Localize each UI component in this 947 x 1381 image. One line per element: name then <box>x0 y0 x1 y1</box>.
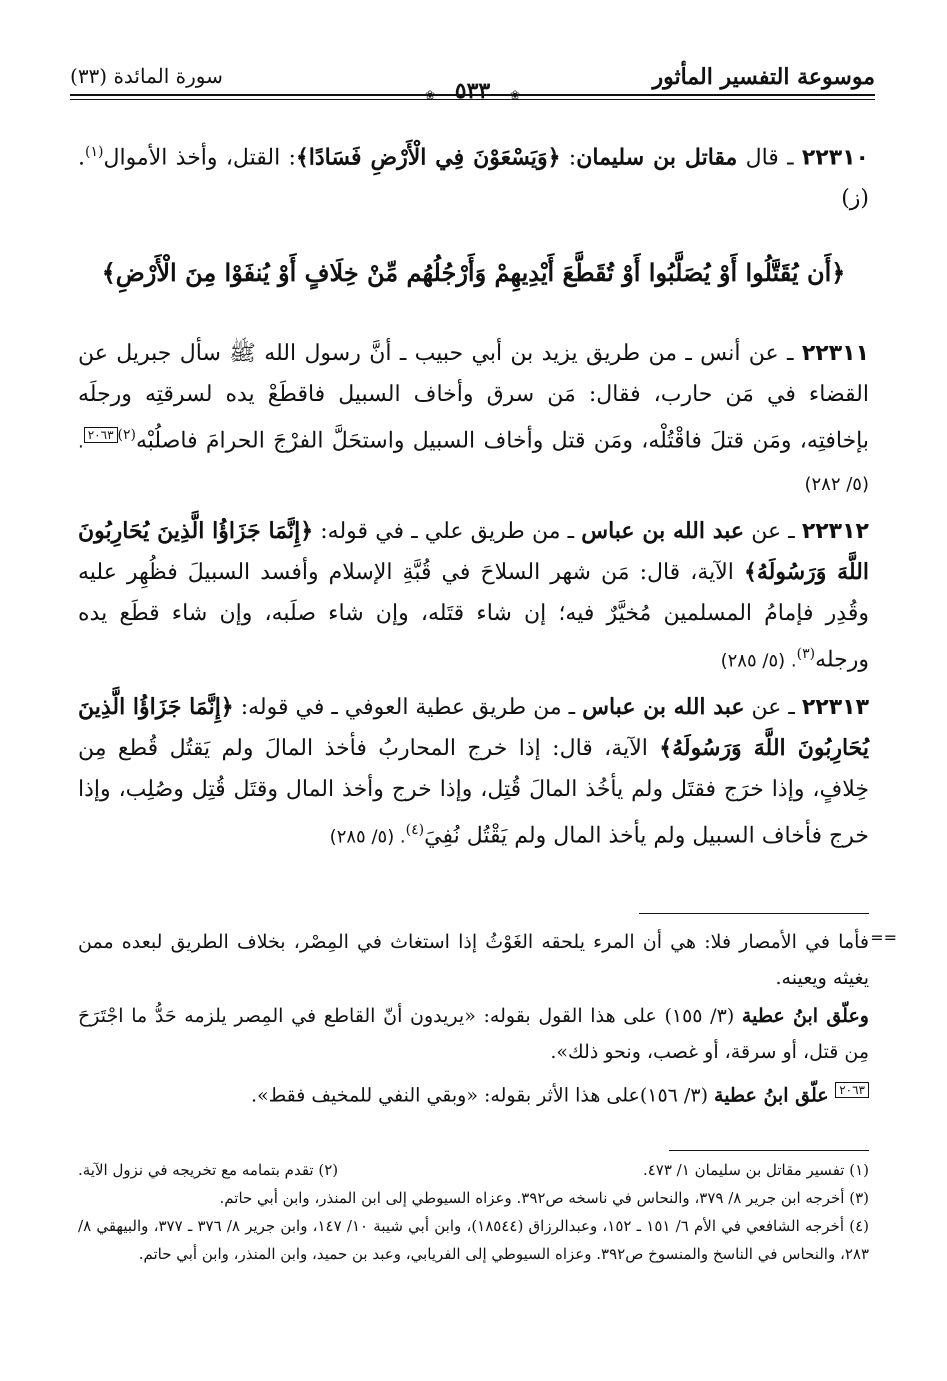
footnote-ref[interactable]: (١) <box>85 144 104 160</box>
footnotes <box>78 1156 869 1268</box>
main-text <box>78 132 869 863</box>
narration-number: ٢٢٣١٣ <box>801 694 869 720</box>
source-ref: . (٥/ ٢٨٥) <box>329 826 406 848</box>
footnote-4: (٤) أخرجه الشافعي في الأم ٦/ ١٥١ ـ ١٥٢، وعبدالرزاق (١٨٥٤٤)، وابن أبي شيبة ١٠/ ١٤٧، وابن جرير ٨/ ٣٧٦ ـ ٣٧٧، والبيهقي ٨/ ٢٨٣، والنحاس في الناسخ والمنسوخ ص٣٩٢. وعزاه السيوطي إلى الفريابي، وعبد بن حميد، وابن المنذر، وابن أبي حاتم. <box>78 1217 869 1263</box>
footnote-ref[interactable]: (٤) <box>405 821 425 838</box>
narration-number: ٢٢٣١٢ <box>801 518 869 544</box>
footnote-ref[interactable]: (٣) <box>796 645 816 662</box>
commentary-notes <box>78 924 897 1115</box>
source-ref: . (٥/ ٢٨٢) <box>78 431 869 495</box>
note-2: وعلّق ابنُ عطية (٣/ ١٥٥) على هذا القول بقوله: «يريدون أنّ القاطع في المِصر يلزمه حَدُّ ما اجْتَرَحَ مِن قتل، أو سرقة، أو غصب، ونحو ذلك». <box>78 1005 869 1063</box>
footnotes-separator <box>669 1150 869 1151</box>
ornament-icon: ❀ <box>425 88 436 102</box>
narration-number: ٢٢٣١١ <box>801 341 869 367</box>
cross-ref-box[interactable]: ٢٠٦٣ <box>84 427 118 443</box>
quran-quote: ﴿وَيَسْعَوْنَ فِي الْأَرْضِ فَسَادًا﴾ <box>295 144 561 171</box>
header-rule <box>70 99 875 100</box>
page-number: ٥٣٣ <box>454 78 491 104</box>
footnote-2: (٢) تقدم بتمامه مع تخريجه في نزول الآية. <box>78 1161 339 1179</box>
note-3: $^{٢٠٦٣}$ علّق ابنُ عطية (٣/ ١٥٦)على هذا الأثر بقوله: «وبقي النفي للمخيف فقط». <box>78 1072 869 1113</box>
note-1: فأما في الأمصار فلا: هي أن المرء يلحقه الغَوْثُ إذا استغاث في المِصْر، بخلاف الطريق لبعده ممن يغيثه ويعينه. <box>78 931 869 989</box>
continuation-mark: == <box>870 928 897 947</box>
source-ref: . (٥/ ٢٨٥) <box>720 649 797 671</box>
quran-quote: ﴿إِنَّمَا جَزَاؤُا الَّذِينَ يُحَارِبُونَ اللَّهَ وَرَسُولَهُ﴾ <box>78 693 869 761</box>
cross-ref-box[interactable]: ٢٠٦٣ <box>835 1082 869 1098</box>
footnote-ref[interactable]: (٢) <box>117 427 136 444</box>
book-title: موسوعة التفسير المأثور <box>652 64 875 90</box>
header-rule <box>70 94 875 96</box>
narration-22313: ٢٢٣١٣ ـ عن عبد الله بن عباس ـ من طريق عطية العوفي ـ في قوله: ﴿إِنَّمَا جَزَاؤُا الَّذِينَ يُحَارِبُونَ اللَّهَ وَرَسُولَهُ﴾ الآية، قال: إذا خرج المحاربُ فأخذ المالَ ولم يَقتُل قُطع مِن خِلافٍ، وإذا خرَج فقتَل ولم يأخُذ المالَ قُتِل، وإذا خرج وأخذ المال وقتَل قُتِل وصُلِب، وإذا خرج فأخاف السبيل ولم يأخذ المال ولم يَقْتُل نُفِيَ$^{(٤)}$. (٥/ ٢٨٥) <box>78 693 869 849</box>
footnote-3: (٣) أخرجه ابن جرير ٨/ ٣٧٩، والنحاس في ناسخه ص٣٩٢. وعزاه السيوطي إلى ابن المنذر، وابن أبي حاتم. <box>219 1189 869 1207</box>
narrator-name: عبد الله بن عباس <box>581 517 745 544</box>
quran-quote: ﴿إِنَّمَا جَزَاؤُا الَّذِينَ يُحَارِبُونَ اللَّهَ وَرَسُولَهُ﴾ <box>78 517 869 585</box>
page-header <box>70 60 875 104</box>
narrator-name: مقاتل بن سليمان <box>576 144 738 171</box>
surah-title: سورة المائدة (٣٣) <box>70 64 223 88</box>
ornament-icon: ❀ <box>509 88 520 102</box>
narration-22310: ٢٢٣١٠ ـ قال مقاتل بن سليمان: ﴿وَيَسْعَوْنَ فِي الْأَرْضِ فَسَادًا﴾: القتل، وأخذ الأموال$^{(١)}$. (ز) <box>78 144 869 212</box>
narration-22311: ٢٢٣١١ ـ عن أنس ـ من طريق يزيد بن أبي حبيب ـ أنَّ رسول الله ﷺ سأل جبريل عن القضاء في مَن حارب، فقال: مَن سرق وأخاف السبيل فاقطَعْ يده لسرقتِه ورجلَه بإخافتِه، ومَن قتلَ فاقْتُلْه، ومَن قتل وأخاف السبيل واستحَلَّ الفرْجَ الحرامَ فاصلُبْه$^{(٢)٢٠٦٣}$. (٥/ ٢٨٢) <box>78 341 869 495</box>
footnote-1: (١) تفسير مقاتل بن سليمان ١/ ٤٧٣. <box>642 1161 869 1179</box>
verse-heading: ﴿أَن يُقَتَّلُوا أَوْ يُصَلَّبُوا أَوْ تُقَطَّعَ أَيْدِيهِمْ وَأَرْجُلُهُم مِّنْ خِلَافٍ أَوْ يُنفَوْا مِنَ الْأَرْضِ﴾ <box>101 258 846 288</box>
narrator-name: عبد الله بن عباس <box>582 693 745 720</box>
footnote-row <box>78 1156 869 1184</box>
notes-separator <box>639 913 869 914</box>
narration-22312: ٢٢٣١٢ ـ عن عبد الله بن عباس ـ من طريق علي ـ في قوله: ﴿إِنَّمَا جَزَاؤُا الَّذِينَ يُحَارِبُونَ اللَّهَ وَرَسُولَهُ﴾ الآية، قال: مَن شهر السلاحَ في قُبَّةِ الإسلام وأفسد السبيلَ فظُهِر عليه وقُدِر فإمامُ المسلمين مُخيَّرٌ فيه؛ إن شاء قتَله، وإن شاء صلَبه، وإن شاء قطَع يده ورجله$^{(٣)}$. (٥/ ٢٨٥) <box>78 517 869 672</box>
narration-number: ٢٢٣١٠ <box>801 145 869 171</box>
